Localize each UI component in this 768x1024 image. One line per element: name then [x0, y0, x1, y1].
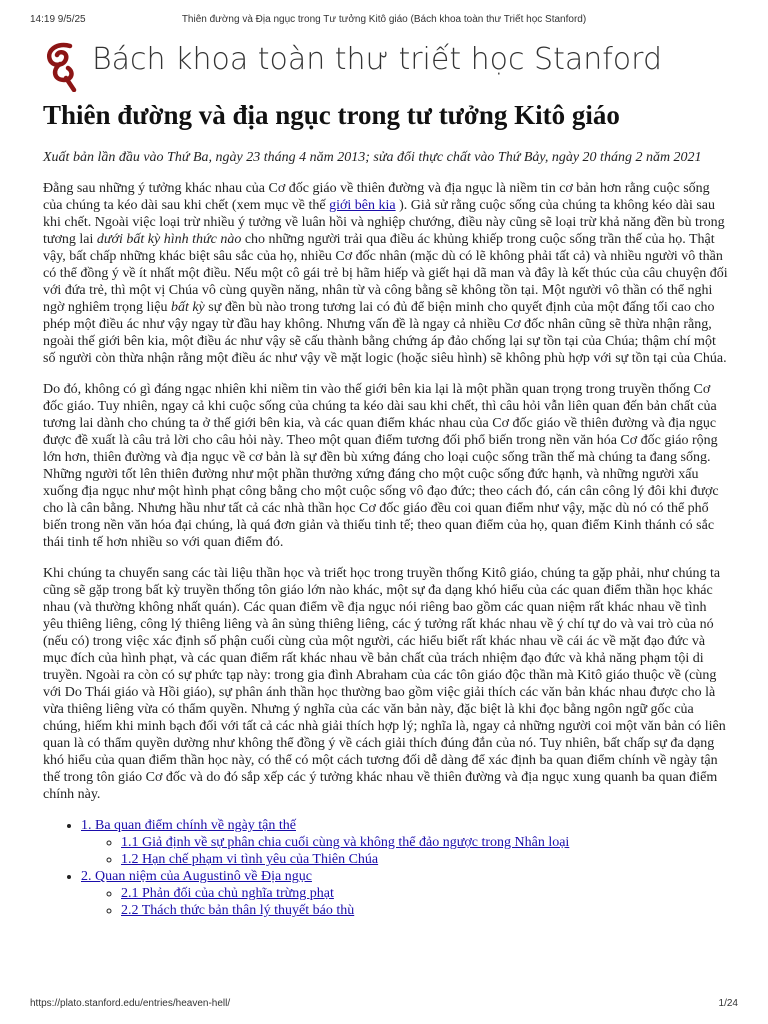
paragraph-1-text-a: Đằng sau những ý tưởng khác nhau của Cơ đốc giáo về thiên đường và địa ngục là niềm tin cơ bản hơn rằng cuộc sống của chúng ta kéo dài sau khi chết (xem mục về thế: [43, 181, 710, 213]
toc-link-1[interactable]: 1. Ba quan điểm chính về ngày tận thế: [81, 818, 296, 833]
paragraph-1-text-b: ). Giả sử rằng cuộc sống của chúng ta không kéo dài sau khi chết. Ngoài việc loại trừ nhiều ý tưởng về luân hồi và nghiệp chướng, điều này cũng sẽ loại trừ khả năng đền bù trong tương lai: [43, 198, 725, 247]
paragraph-1-text-d: cho những người trải qua điều ác khủng khiếp trong cuộc sống trần thế của họ. Thật vậy, bất chấp những khác biệt sâu sắc của họ, nhiều Cơ đốc nhân (mặc dù có lẽ không phải tất cả) và nhiều người vô thần có thể đồng ý về ít nhất một điều. Nếu một cô gái trẻ bị hãm hiếp và giết hại dã man và đây là kết thúc của câu chuyện đối với đứa trẻ, thì một vị Chúa vô cùng quyền năng, nhân từ và công bằng sẽ không tồn tại. Một người vô thần có thể nghi ngờ nghiêm trọng liệu: [43, 232, 728, 315]
paragraph-1: [43, 180, 729, 367]
toc-item: [81, 817, 729, 868]
toc-link-2[interactable]: 2. Quan niệm của Augustinô về Địa ngục: [81, 869, 312, 884]
toc-sublist: [81, 885, 729, 919]
site-name[interactable]: Bách khoa toàn thư triết học Stanford: [92, 42, 663, 77]
print-page-number: 1/24: [718, 998, 738, 1009]
sep-logo-icon[interactable]: [40, 40, 84, 92]
publication-info: Xuất bản lần đầu vào Thứ Ba, ngày 23 tháng 4 năm 2013; sửa đổi thực chất vào Thứ Bảy, ngày 20 tháng 2 năm 2021: [43, 150, 702, 165]
paragraph-1-italic-2: bất kỳ: [170, 300, 205, 315]
article-content: [43, 96, 729, 919]
toc-subitem: [121, 885, 729, 902]
toc-link-2-2[interactable]: 2.2 Thách thức bản thân lý thuyết báo thù: [121, 903, 355, 918]
print-footer: [30, 998, 738, 1014]
toc-link-1-2[interactable]: 1.2 Hạn chế phạm vi tình yêu của Thiên Chúa: [121, 852, 379, 867]
paragraph-2: Do đó, không có gì đáng ngạc nhiên khi niềm tin vào thế giới bên kia lại là một phần quan trọng trong truyền thống Cơ đốc giáo. Tuy nhiên, ngay cả khi cuộc sống của chúng ta kéo dài sau khi chết, thì câu hỏi vẫn liên quan đến bản chất của tương lai dành cho chúng ta ở thế giới bên kia, và các quan điểm khác nhau của Cơ đốc giáo về thiên đường và địa ngục được đề xuất là câu trả lời cho câu hỏi này. Theo một quan điểm tương đối phổ biến trong nền văn hóa Cơ đốc giáo rộng lớn hơn, thiên đường và địa ngục về cơ bản là sự đền bù xứng đáng cho loại cuộc sống trần thế mà chúng ta đang sống. Những người tốt lên thiên đường như một phần thưởng xứng đáng cho một cuộc sống đức hạnh, và những người xấu xuống địa ngục như một hình phạt công bằng cho một cuộc sống vô đạo đức; theo cách đó, cán cân công lý đôi khi được cho là cân bằng. Nhưng hầu như tất cả các nhà thần học Cơ đốc giáo đều coi quan điểm như vậy, mặc dù nó có thể phổ biến trong nền văn hóa đại chúng, là quá đơn giản và thiếu tinh tế; theo quan điểm của họ, quan điểm Kinh thánh có sắc thái tinh tế hơn nhiều so với quan điểm đó.: [43, 382, 719, 550]
paragraph-3: Khi chúng ta chuyển sang các tài liệu thần học và triết học trong truyền thống Kitô giáo, chúng ta gặp phải, như chúng ta cũng sẽ gặp trong bất kỳ truyền thống tôn giáo lớn nào khác, một sự đa dạng khó hiểu của các quan điểm thần học khác nhau (và thường không nhất quán). Các quan điểm về địa ngục nói riêng bao gồm các quan niệm rất khác nhau về tình yêu thiêng liêng, công lý thiêng liêng và ân sủng thiêng liêng, các ý tưởng rất khác nhau về ý chí tự do và vai trò của nó (nếu có) trong việc xác định số phận cuối cùng của một người, các hiểu biết rất khác nhau về cái ác về mặt đạo đức và mục đích của hình phạt, và các quan điểm rất khác nhau về bản chất của trách nhiệm đạo đức và khả năng phạm tội di truyền. Ngoài ra còn có sự phức tạp này: trong gia đình Abraham của các tôn giáo độc thần mà Kitô giáo thuộc về (cùng với Do Thái giáo và Hồi giáo), sự phân ánh thần học thường bao gồm việc giải thích các văn bản khác nhau được cho là vừa thiêng liêng vừa có thẩm quyền. Nhưng ý nghĩa của các văn bản này, đặc biệt là khi đọc bằng ngôn ngữ gốc của chúng, hiếm khi minh bạch đối với tất cả các nhà giải thích hợp lý; nghĩa là, ngay cả những người coi một văn bản có liên quan là có thẩm quyền dường như không thể đồng ý về cách giải thích đúng đắn của nó. Tuy nhiên, bất chấp sự đa dạng khó hiểu của quan điểm thần học này, có thể có một cách tương đối dễ dàng để xác định ba quan điểm chính về ngày tận thế trong tôn giáo Cơ đốc và do đó sắp xếp các ý tưởng khác nhau về thiên đường và địa ngục xung quanh ba quan điểm chính này.: [43, 566, 726, 802]
afterlife-link[interactable]: giới bên kia: [329, 198, 396, 213]
paragraph-1-italic-1: dưới bất kỳ hình thức nào: [96, 232, 242, 247]
table-of-contents: [43, 817, 729, 919]
toc-subitem: [121, 851, 729, 868]
paragraph-1-text-f: sự đền bù nào trong tương lai có đủ để biện minh cho quyết định của một đấng tối cao cho phép một điều ác như vậy ngay từ đầu hay không. Nhưng vấn đề là ngay cả nhiều Cơ đốc nhân cũng sẽ thừa nhận rằng, ngoài thế giới bên kia, một điều ác như vậy sẽ cấu thành bằng chứng áp đảo chống lại sự tồn tại của Chúa; thậm chí một số người còn thừa nhận rằng một điều ác như vậy về mặt logic (hoặc siêu hình) sẽ không phù hợp với sự tồn tại của Chúa.: [43, 300, 727, 366]
print-header: [30, 14, 738, 30]
toc-item: [81, 868, 729, 919]
toc-link-1-1[interactable]: 1.1 Giả định về sự phân chia cuối cùng và không thể đảo ngược trong Nhân loại: [121, 835, 570, 850]
toc-link-2-1[interactable]: 2.1 Phản đối của chủ nghĩa trừng phạt: [121, 886, 334, 901]
article-title: Thiên đường và địa ngục trong tư tưởng Kitô giáo: [43, 100, 620, 130]
print-timestamp: 14:19 9/5/25: [30, 14, 86, 25]
print-url: https://plato.stanford.edu/entries/heaven-hell/: [30, 998, 231, 1009]
print-page-title: Thiên đường và Địa ngục trong Tư tưởng Kitô giáo (Bách khoa toàn thư Triết học Stanford): [181, 14, 587, 25]
toc-subitem: [121, 902, 729, 919]
toc-sublist: [81, 834, 729, 868]
toc-subitem: [121, 834, 729, 851]
